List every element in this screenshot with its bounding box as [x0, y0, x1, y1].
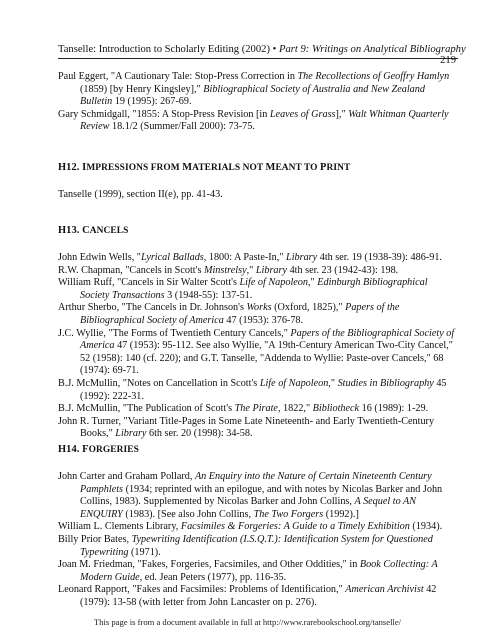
- entry-title-italic: The Pirate: [234, 403, 278, 415]
- section-title-part: M: [265, 162, 276, 174]
- entry-text: Arthur Sherbo, "The Cancels in Dr. Johnson's: [58, 302, 247, 314]
- section-h13: [58, 216, 458, 441]
- section-number: H13.: [58, 225, 83, 237]
- entry-title-italic: Studies in Bibliography: [337, 377, 434, 389]
- section-h13-entries: [58, 252, 458, 441]
- entry-text: ,": [308, 277, 318, 289]
- section-title-part: I: [82, 162, 87, 174]
- section-number: H12.: [58, 162, 83, 174]
- entry-text: (1859) [by Henry Kingsley],": [80, 83, 204, 95]
- entry-text: 47 (1953): 376-78.: [223, 314, 304, 326]
- header-rule: [58, 58, 458, 59]
- entry-title-italic: Life of Napoleon: [239, 277, 308, 289]
- entry-text: , ed. Jean Peters (1977), pp. 116-35.: [139, 571, 287, 583]
- section-title-part: P: [320, 162, 327, 174]
- entry-title-italic: Facsimiles & Forgeries: A Guide to a Timely Exhibition: [180, 521, 410, 533]
- entry-text: R.W. Chapman, "Cancels in Scott's: [58, 264, 204, 276]
- bibliography-entry: [58, 378, 458, 403]
- section-title-part: RINT: [326, 163, 351, 174]
- entry-text: 16 (1989): 1-29.: [359, 403, 429, 415]
- bibliography-entry: [58, 252, 458, 265]
- section-number: H14.: [58, 444, 83, 456]
- section-title-part: ORGERIES: [88, 445, 139, 456]
- section-heading-h14: [58, 444, 458, 457]
- entry-title-italic: American Archivist: [345, 584, 424, 596]
- entry-text: (1934; reprinted with an epilogue, and with notes by Nicolas Barker and John Collins, 1983). Supplemented by Nicolas Barker and John Collins,: [80, 483, 443, 508]
- header-bullet: •: [272, 44, 277, 55]
- section-heading-h13: [58, 225, 458, 238]
- entry-text: 19 (1995): 267-69.: [112, 96, 192, 108]
- section-h12: [58, 153, 458, 202]
- bibliography-entry: [58, 277, 458, 302]
- entry-text: B.J. McMullin, "Notes on Cancellation in Scott's: [58, 377, 260, 389]
- entry-title-italic: The Two Forgers: [253, 508, 324, 520]
- header-page-number: 219: [440, 55, 456, 66]
- entry-title-italic: Minstrelsy: [203, 264, 247, 276]
- entry-text: Leonard Rapport, "Fakes and Facsimiles: Problems of Identification,": [58, 584, 346, 596]
- entry-title-italic: Bibliographical Society of Australia and New Zealand Bulletin: [80, 83, 425, 108]
- header-title: Tanselle: Introduction to Scholarly Editing (2002): [58, 44, 270, 55]
- entry-text: 6th ser. 20 (1998): 34-58.: [146, 428, 253, 440]
- entry-title-italic: Bibliotheck: [312, 403, 360, 415]
- section-title-part: ANCELS: [89, 226, 129, 237]
- entry-text: 4th ser. 23 (1942-43): 198.: [287, 264, 399, 276]
- bibliography-entry: [58, 521, 458, 534]
- entry-text: John Carter and Graham Pollard,: [58, 470, 195, 482]
- section-h12-entries: [58, 189, 458, 202]
- section-title-part: M: [182, 162, 193, 174]
- entry-title-italic: Papers of the Bibliographical Society of America: [80, 302, 400, 326]
- entry-text: (1983). [See also John Collins,: [122, 508, 254, 520]
- entry-text: 45 (1992): 222-31.: [80, 377, 447, 402]
- entry-text: ,": [246, 264, 256, 276]
- section-title-part: F: [82, 444, 89, 456]
- entry-text: (1934).: [409, 521, 443, 533]
- entry-text: John Edwin Wells, ": [58, 251, 141, 263]
- entry-title-italic: Lyrical Ballads: [140, 251, 204, 263]
- entry-text: (1992).]: [323, 508, 359, 520]
- bibliography-entry: [58, 302, 458, 327]
- running-header: [58, 44, 466, 66]
- bibliography-entry: [58, 559, 458, 584]
- entry-title-italic: The Recollections of Geoffry Hamlyn: [297, 71, 450, 82]
- entry-text: (1971).: [128, 546, 161, 558]
- entry-text: , 1822,": [277, 403, 313, 415]
- entry-text: 4th ser. 19 (1938-39): 486-91.: [317, 251, 442, 263]
- section-heading-h12: [58, 162, 458, 175]
- bibliography-entry: [58, 584, 458, 609]
- entry-title-italic: Library: [255, 264, 288, 276]
- section-title-part: C: [82, 225, 90, 237]
- entry-title-italic: Life of Napoleon: [259, 377, 329, 389]
- section-h14-entries: [58, 471, 458, 610]
- bibliography-entry: [58, 534, 458, 559]
- entry-text: Paul Eggert, "A Cautionary Tale: Stop-Press Correction in: [58, 71, 298, 82]
- bibliography-entry: [58, 71, 458, 109]
- entry-text: ,": [328, 377, 338, 389]
- entry-title-italic: Library: [286, 251, 318, 263]
- bibliography-entry: [58, 471, 458, 521]
- page-footer: This page is from a document available in full at http://www.rarebookschool.org/tanselle/: [93, 617, 402, 627]
- section-title-part: MPRESSIONS FROM: [86, 163, 183, 174]
- entry-text: Joan M. Friedman, "Fakes, Forgeries, Facsimiles, and Other Oddities," in: [58, 559, 360, 571]
- bibliography-entry: [58, 328, 458, 378]
- entry-text: John R. Turner, "Variant Title-Pages in Some Late Nineteenth- and Early Twentieth-Century Books,": [58, 415, 435, 440]
- entry-text: 47 (1953): 95-112. See also Wyllie, "A 19th-Century American Two-City Cancel," 52 (1958): 140 (cf. 220); and G.T. Tanselle, "Addenda to Wyllie: Paste-over Cancels," 68 (1974): 69-71.: [80, 340, 453, 377]
- entry-title-italic: Walt Whitman Quarterly Review: [80, 108, 449, 133]
- entry-text: Billy Prior Bates,: [58, 533, 132, 545]
- entry-title-italic: Library: [115, 428, 147, 440]
- entry-text: 42 (1979): 13-58 (with letter from John Lancaster on p. 276).: [80, 584, 437, 608]
- entry-title-italic: Papers of the Bibliographical Society of America: [80, 327, 455, 352]
- entry-text: J.C. Wyllie, "The Forms of Twentieth Century Cancels,": [58, 327, 291, 339]
- entry-title-italic: Works: [246, 302, 272, 314]
- bibliography-entry: [58, 109, 458, 134]
- bibliography-entry: [58, 265, 458, 278]
- top-entries: [58, 71, 458, 134]
- entry-text: , 1800: A Paste-In,": [203, 251, 287, 263]
- entry-text: 18.1/2 (Summer/Fall 2000): 73-75.: [109, 121, 255, 133]
- section-title-part: ATERIALS NOT: [192, 163, 266, 174]
- entry-title-italic: Edinburgh Bibliographical Society Transactions: [80, 277, 428, 301]
- bibliography-entry: [58, 403, 458, 416]
- entry-title-italic: Book Collecting: A Modern Guide: [80, 559, 438, 583]
- entry-title-italic: A Sequel to AN ENQUIRY: [80, 496, 417, 520]
- entry-text: 3 (1948-55): 137-51.: [164, 289, 253, 301]
- entry-text: Tanselle (1999), section II(e), pp. 41-43.: [58, 188, 223, 200]
- section-title-part: EANT TO: [275, 163, 321, 174]
- header-section: Part 9: Writings on Analytical Bibliography: [279, 44, 466, 55]
- entry-text: ],": [335, 108, 349, 120]
- bibliography-entry: [58, 189, 458, 202]
- entry-text: B.J. McMullin, "The Publication of Scott's: [58, 403, 235, 415]
- entry-title-italic: Leaves of Grass: [269, 108, 336, 120]
- entry-title-italic: An Enquiry into the Nature of Certain Nineteenth Century Pamphlets: [80, 470, 432, 495]
- entry-text: Gary Schmidgall, "1855: A Stop-Press Revision [in: [58, 108, 270, 120]
- entry-text: William Ruff, "Cancels in Sir Walter Scott's: [58, 277, 240, 289]
- entry-title-italic: Typewriting Identification (I.S.Q.T.): Identification System for Questioned Typewriting: [80, 533, 433, 558]
- entry-text: William L. Clements Library,: [58, 521, 181, 533]
- section-h14: [58, 435, 458, 610]
- entry-text: (Oxford, 1825),": [271, 302, 346, 314]
